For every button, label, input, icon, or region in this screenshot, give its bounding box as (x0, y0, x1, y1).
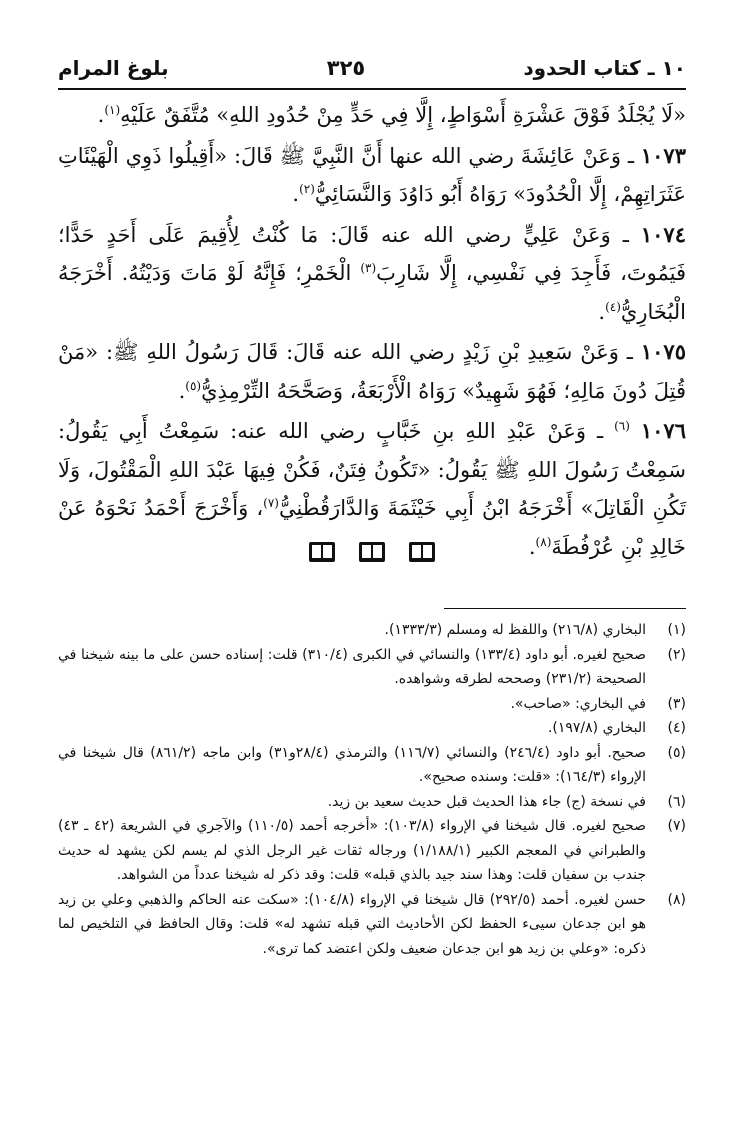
hadith-end: . (292, 182, 300, 206)
footnote-number: (٣) (667, 695, 686, 712)
footnote-separator (444, 608, 686, 609)
footnote-marker: (٨) (535, 534, 552, 549)
hadith-text: ـ وَعَنْ عَائِشَةَ رضي الله عنها أَنَّ النَّبِيَّ ﷺ قَالَ: «أَقِيلُوا ذَوِي الْهَيْئَاتِ عَثَرَاتِهِمْ، إِلَّا الْحُدُودَ» رَوَاهُ أَبُو دَاوُدَ وَالنَّسَائِيُّ (58, 143, 686, 206)
hadith-1074 (58, 216, 686, 332)
footnote-marker: (٧) (263, 496, 279, 510)
hadith-number: ١٠٧٥ (640, 339, 686, 364)
footnote-text: صحيح لغيره. قال شيخنا في الإرواء (١٠٣/٨): «أخرجه أحمد (١١٠/٥) والآجري في الشريعة (٤٢ ـ ٤٣) والطبراني في المعجم الكبير (١/١٨٨/١) ورجاله ثقات غير الرجل الذي لم يسم لكن يشهد له حديث جندب بن سفيان قلت: وهذا سند جيد بالذي قبله» قلت: وقد ذكر له شيخنا عدداً من الشواهد. (58, 818, 646, 883)
footnote-marker: (١) (104, 103, 121, 117)
footnote-text: صحيح. أبو داود (٢٤٦/٤) والنسائي (١١٦/٧) والترمذي (٢٨/٤و٣١) وابن ماجه (٨٦١/٢) قال شيخنا في الإرواء (١٦٤/٣): «قلت: وسنده صحيح». (58, 744, 646, 785)
footnotes (58, 618, 686, 961)
hadith-end: . (178, 378, 186, 403)
footnote-item (58, 643, 686, 692)
footnote-number: (٦) (667, 793, 686, 810)
book-icon (358, 540, 386, 564)
paragraph-continuation (58, 96, 686, 135)
page-number: ٣٢٥ (326, 56, 366, 80)
hadith-number: ١٠٧٦ (640, 418, 686, 443)
footnote-item (58, 618, 686, 643)
footnote-item (58, 888, 686, 962)
footnote-marker: (٦) (614, 419, 630, 433)
book-title: بلوغ المرام (58, 56, 169, 80)
footnote-marker: (٢) (299, 182, 315, 196)
hadith-text: ـ وَعَنْ عَلِيٍّ رضي الله عنه قَالَ: مَا كُنْتُ لِأُقِيمَ عَلَى أَحَدٍ حَدًّا؛ فَيَمُوتَ، فَأَجِدَ فِي نَفْسِي، إِلَّا شَارِبَ (58, 222, 686, 285)
hadith-1073 (58, 137, 686, 214)
footnote-text: في البخاري: «صاحب». (510, 695, 646, 712)
footnote-marker: (٤) (605, 299, 621, 314)
footnote-marker: (٣) (360, 261, 377, 275)
footnote-text: في نسخة (ج) جاء هذا الحديث قبل حديث سعيد بن زيد. (327, 793, 646, 810)
paragraph-text: «لَا يُجْلَدُ فَوْقَ عَشْرَةِ أَسْوَاطٍ، إِلَّا فِي حَدٍّ مِنْ حُدُودِ اللهِ» مُتَّفَقٌ عَلَيْهِ (120, 103, 686, 127)
footnote-text: البخاري (٢١٦/٨) واللفظ له ومسلم (١٣٣٣/٣). (384, 622, 646, 638)
hadith-text: ـ وَعَنْ سَعِيدِ بْنِ زَيْدٍ رضي الله عنه قَالَ: قَالَ رَسُولُ اللهِ ﷺ: «مَنْ قُتِلَ دُونَ مَالِهِ؛ فَهُوَ شَهِيدٌ» رَوَاهُ الْأَرْبَعَةُ، وَصَحَّحَهُ التِّرْمِذِيُّ (58, 340, 686, 403)
hadith-text: ـ وَعَنْ عَبْدِ اللهِ بنِ خَبَّابٍ رضي الله عنه: سَمِعْتُ أَبِي يَقُولُ: سَمِعْتُ رَسُولَ اللهِ ﷺ يَقُولُ: «تَكُونُ فِتَنٌ، فَكُنْ فِيهَا عَبْدَ اللهِ الْمَقْتُولَ، وَلَا تَكُنِ الْقَاتِلَ» أَخْرَجَهُ ابْنُ أَبِي خَيْثَمَةَ وَالدَّارَقُطْنِيُّ (58, 419, 686, 520)
footnote-text: البخاري (١٩٧/٨). (547, 720, 646, 736)
paragraph-end: . (97, 103, 105, 127)
chapter-title: ١٠ ـ كتاب الحدود (523, 56, 686, 80)
footnote-number: (٨) (667, 891, 686, 908)
footnote-number: (١) (667, 622, 686, 638)
footnote-number: (٢) (667, 646, 686, 663)
header-divider (58, 88, 686, 90)
footnote-item (58, 790, 686, 815)
book-icon (308, 540, 336, 564)
footnote-number: (٥) (667, 744, 686, 761)
book-icon (408, 540, 436, 564)
hadith-number: ١٠٧٣ (640, 142, 686, 168)
hadith-end: . (528, 534, 536, 559)
main-text (58, 96, 686, 568)
footnote-text: صحيح لغيره. أبو داود (١٣٣/٤) والنسائي في الكبرى (٣١٠/٤) قلت: إسناده حسن على ما بينه شيخنا في الصحيحة (٢٣١/٢) وصححه لطرقه وشواهده. (58, 646, 647, 687)
footnote-item (58, 692, 686, 717)
footnote-marker: (٥) (185, 378, 202, 393)
hadith-text-cont: الْخَمْرِ؛ فَإِنَّهُ لَوْ مَاتَ وَدَيْتُهُ. أَخْرَجَهُ الْبُخَارِيُّ (58, 261, 686, 324)
footnote-item (58, 716, 686, 741)
hadith-end: . (598, 299, 606, 324)
hadith-text-cont: ، وَأَخْرَجَ أَحْمَدُ نَحْوَهُ عَنْ خَالِدِ بْنِ عُرْفُطَةَ (58, 496, 686, 559)
running-header (58, 52, 686, 84)
hadith-number: ١٠٧٤ (640, 221, 686, 247)
footnote-number: (٧) (667, 818, 686, 834)
hadith-1075 (58, 333, 686, 410)
footnote-item (58, 741, 686, 790)
section-ornament (0, 540, 744, 568)
footnote-text: حسن لغيره. أحمد (٢٩٢/٥) قال شيخنا في الإرواء (١٠٤/٨): «سكت عنه الحاكم والذهبي وعلي بن زيد هو ابن جدعان سيىء الحفظ لكن الأحاديث التي قبله تشهد له» قلت: وقال الحافظ في التلخيص لما ذكره: «وعلي بن زيد هو ابن جدعان ضعيف ولكن اعتضد كما ترى». (58, 891, 646, 957)
footnote-number: (٤) (667, 720, 686, 736)
footnote-item (58, 814, 686, 888)
